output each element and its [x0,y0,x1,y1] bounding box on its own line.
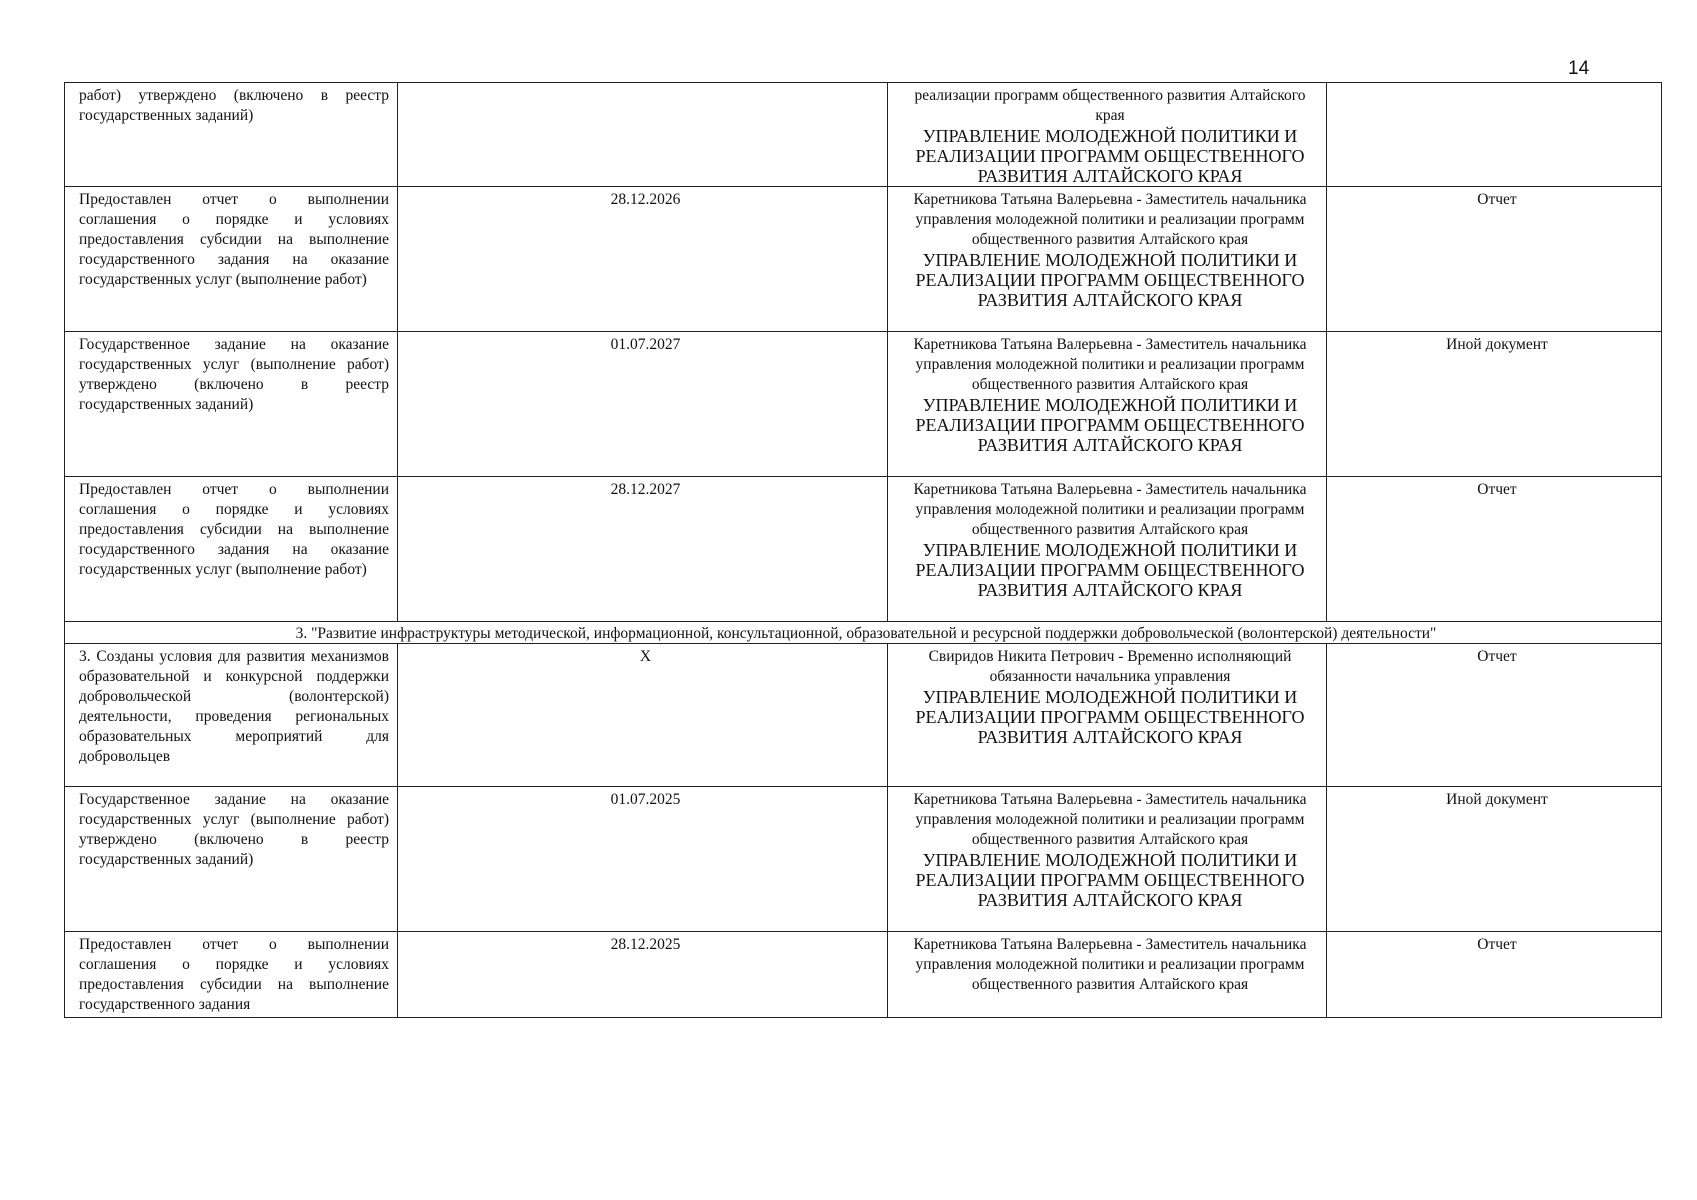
responsible-org: УПРАВЛЕНИЕ МОЛОДЕЖНОЙ ПОЛИТИКИ И РЕАЛИЗАЦИИ ПРОГРАММ ОБЩЕСТВЕННОГО РАЗВИТИЯ АЛТАЙСКОГО КРАЯ [915,395,1305,455]
table-row [65,787,1662,932]
event-date: 01.07.2025 [398,787,888,932]
document-type: Отчет [1327,932,1662,1018]
responsible-cell [888,332,1327,477]
event-date: 28.12.2025 [398,932,888,1018]
event-description: Предоставлен отчет о выполнении соглашения о порядке и условиях предоставления субсидии на выполнение государственного задания на оказание государственных услуг (выполнение работ) [65,187,398,332]
responsible-cell [888,644,1327,787]
responsible-org: УПРАВЛЕНИЕ МОЛОДЕЖНОЙ ПОЛИТИКИ И РЕАЛИЗАЦИИ ПРОГРАММ ОБЩЕСТВЕННОГО РАЗВИТИЯ АЛТАЙСКОГО КРАЯ [915,687,1305,747]
responsible-person: Свиридов Никита Петрович - Временно исполняющий обязанности начальника управления [928,648,1292,685]
responsible-person: Каретникова Татьяна Валерьевна - Заместитель начальника управления молодежной политики и реализации программ общественного развития Алтайского края [913,191,1307,248]
event-description: Предоставлен отчет о выполнении соглашения о порядке и условиях предоставления субсидии на выполнение государственного задания на оказание государственных услуг (выполнение работ) [65,477,398,622]
responsible-org: УПРАВЛЕНИЕ МОЛОДЕЖНОЙ ПОЛИТИКИ И РЕАЛИЗАЦИИ ПРОГРАММ ОБЩЕСТВЕННОГО РАЗВИТИЯ АЛТАЙСКОГО КРАЯ [915,540,1305,600]
responsible-cell [888,477,1327,622]
event-date: 28.12.2026 [398,187,888,332]
responsible-person: Каретникова Татьяна Валерьевна - Заместитель начальника управления молодежной политики и реализации программ общественного развития Алтайского края [913,936,1307,993]
event-description: Государственное задание на оказание государственных услуг (выполнение работ) утверждено (включено в реестр государственных заданий) [65,332,398,477]
responsible-person: реализации программ общественного развития Алтайского края [914,87,1306,124]
document-type: Иной документ [1327,787,1662,932]
document-type: Отчет [1327,644,1662,787]
responsible-cell [888,187,1327,332]
table-row [65,644,1662,787]
responsible-org: УПРАВЛЕНИЕ МОЛОДЕЖНОЙ ПОЛИТИКИ И РЕАЛИЗАЦИИ ПРОГРАММ ОБЩЕСТВЕННОГО РАЗВИТИЯ АЛТАЙСКОГО КРАЯ [915,250,1305,310]
section-title: 3. "Развитие инфраструктуры методической, информационной, консультационной, образовательной и ресурсной поддержки добровольческой (волонтерской) деятельности" [65,622,1662,644]
event-description: Государственное задание на оказание государственных услуг (выполнение работ) утверждено (включено в реестр государственных заданий) [65,787,398,932]
event-date: 01.07.2027 [398,332,888,477]
event-date [398,83,888,187]
document-type: Отчет [1327,477,1662,622]
event-description: Предоставлен отчет о выполнении соглашения о порядке и условиях предоставления субсидии на выполнение государственного задания [65,932,398,1018]
document-type [1327,83,1662,187]
responsible-person: Каретникова Татьяна Валерьевна - Заместитель начальника управления молодежной политики и реализации программ общественного развития Алтайского края [913,791,1307,848]
section-row [65,622,1662,644]
responsible-org: УПРАВЛЕНИЕ МОЛОДЕЖНОЙ ПОЛИТИКИ И РЕАЛИЗАЦИИ ПРОГРАММ ОБЩЕСТВЕННОГО РАЗВИТИЯ АЛТАЙСКОГО КРАЯ [915,126,1305,186]
event-description: работ) утверждено (включено в реестр государственных заданий) [65,83,398,187]
responsible-cell [888,932,1327,1018]
responsible-cell [888,787,1327,932]
responsible-cell [888,83,1327,187]
table-row [65,932,1662,1018]
responsible-person: Каретникова Татьяна Валерьевна - Заместитель начальника управления молодежной политики и реализации программ общественного развития Алтайского края [913,336,1307,393]
table-row [65,187,1662,332]
page-number: 14 [1568,58,1590,79]
table-row [65,332,1662,477]
table-row [65,477,1662,622]
responsible-org: УПРАВЛЕНИЕ МОЛОДЕЖНОЙ ПОЛИТИКИ И РЕАЛИЗАЦИИ ПРОГРАММ ОБЩЕСТВЕННОГО РАЗВИТИЯ АЛТАЙСКОГО КРАЯ [915,850,1305,910]
plan-table [64,82,1662,1018]
event-date: X [398,644,888,787]
document-type: Отчет [1327,187,1662,332]
document-type: Иной документ [1327,332,1662,477]
responsible-person: Каретникова Татьяна Валерьевна - Заместитель начальника управления молодежной политики и реализации программ общественного развития Алтайского края [913,481,1307,538]
table-row [65,83,1662,187]
event-date: 28.12.2027 [398,477,888,622]
event-description: 3. Созданы условия для развития механизмов образовательной и конкурсной поддержки добровольческой (волонтерской) деятельности, проведения региональных образовательных мероприятий для добровольцев [65,644,398,787]
